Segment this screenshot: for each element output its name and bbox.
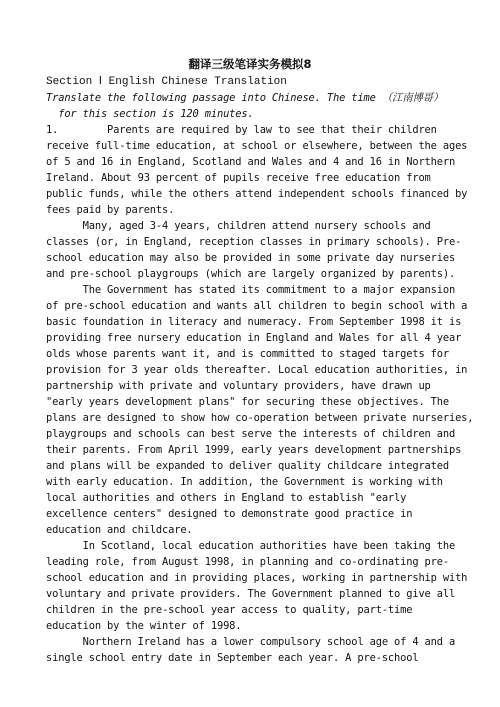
passage-line: and plans will be expanded to deliver quality childcare integrated xyxy=(46,460,449,472)
passage-line: playgroups and schools can best serve the interests of children and xyxy=(46,428,456,440)
passage-line: education by the winter of 1998. xyxy=(46,620,242,632)
passage-line: In Scotland, local education authorities have been taking the xyxy=(46,540,456,552)
passage-line: of 5 and 16 in England, Scotland and Wales and 4 and 16 in Northern xyxy=(46,156,456,168)
passage-line: leading role, from August 1998, in planning and co-ordinating pre- xyxy=(46,556,449,568)
passage-line: "early years development plans" for securing these objectives. The xyxy=(46,396,449,408)
passage-line: excellence centers" designed to demonstrate good practice in xyxy=(46,508,413,520)
passage-line: local authorities and others in England to establish "early xyxy=(46,492,407,504)
passage-line: fees paid by parents. xyxy=(46,204,175,216)
document-body xyxy=(46,74,474,666)
passage-line: school education and in providing places, working in partnership with xyxy=(46,572,468,584)
page-title: 翻译三级笔译实务模拟8 xyxy=(188,57,312,71)
passage-line: Many, aged 3-4 years, children attend nursery schools and xyxy=(46,220,431,232)
passage-line: their parents. From April 1999, early years development partnerships xyxy=(46,444,462,456)
passage-line: public funds, while the others attend independent schools financed by xyxy=(46,188,468,200)
passage-line: children in the pre-school year access to quality, part-time xyxy=(46,604,413,616)
passage-line: providing free nursery education in England and Wales for all 4 year xyxy=(46,332,462,344)
passage-line: school education may also be provided in some private day nurseries xyxy=(46,252,456,264)
instruction-line: Translate the following passage into Chinese. The time （江南博哥） xyxy=(46,92,444,104)
passage-line: partnership with private and voluntary providers, have drawn up xyxy=(46,380,431,392)
passage-line: Ireland. About 93 percent of pupils receive free education from xyxy=(46,172,431,184)
passage-line: Northern Ireland has a lower compulsory school age of 4 and a xyxy=(46,636,456,648)
passage-line: receive full-time education, at school or elsewhere, between the ages xyxy=(46,140,468,152)
passage-line: voluntary and private providers. The Government planned to give all xyxy=(46,588,456,600)
passage-line: of pre-school education and wants all children to begin school with a xyxy=(46,300,468,312)
passage-line: with early education. In addition, the Government is working with xyxy=(46,476,443,488)
passage-line: and pre-school playgroups (which are largely organized by parents). xyxy=(46,268,456,280)
passage-line: basic foundation in literacy and numeracy. From September 1998 it is xyxy=(46,316,462,328)
passage-line: 1. Parents are required by law to see that their children xyxy=(46,124,437,136)
passage-line: olds whose parents want it, and is committed to staged targets for xyxy=(46,348,449,360)
instruction-line: for this section is 120 minutes. xyxy=(46,108,254,120)
passage-line: education and childcare. xyxy=(46,524,193,536)
passage-line: The Government has stated its commitment to a major expansion xyxy=(46,284,456,296)
passage-line: plans are designed to show how co-operation between private nurseries, xyxy=(46,412,474,424)
passage-line: single school entry date in September each year. A pre-school xyxy=(46,652,419,664)
passage-line: classes (or, in England, reception classes in primary schools). Pre- xyxy=(46,236,462,248)
passage-line: provision for 3 year olds thereafter. Local education authorities, in xyxy=(46,364,468,376)
section-heading: Section Ⅰ English Chinese Translation xyxy=(46,76,287,88)
